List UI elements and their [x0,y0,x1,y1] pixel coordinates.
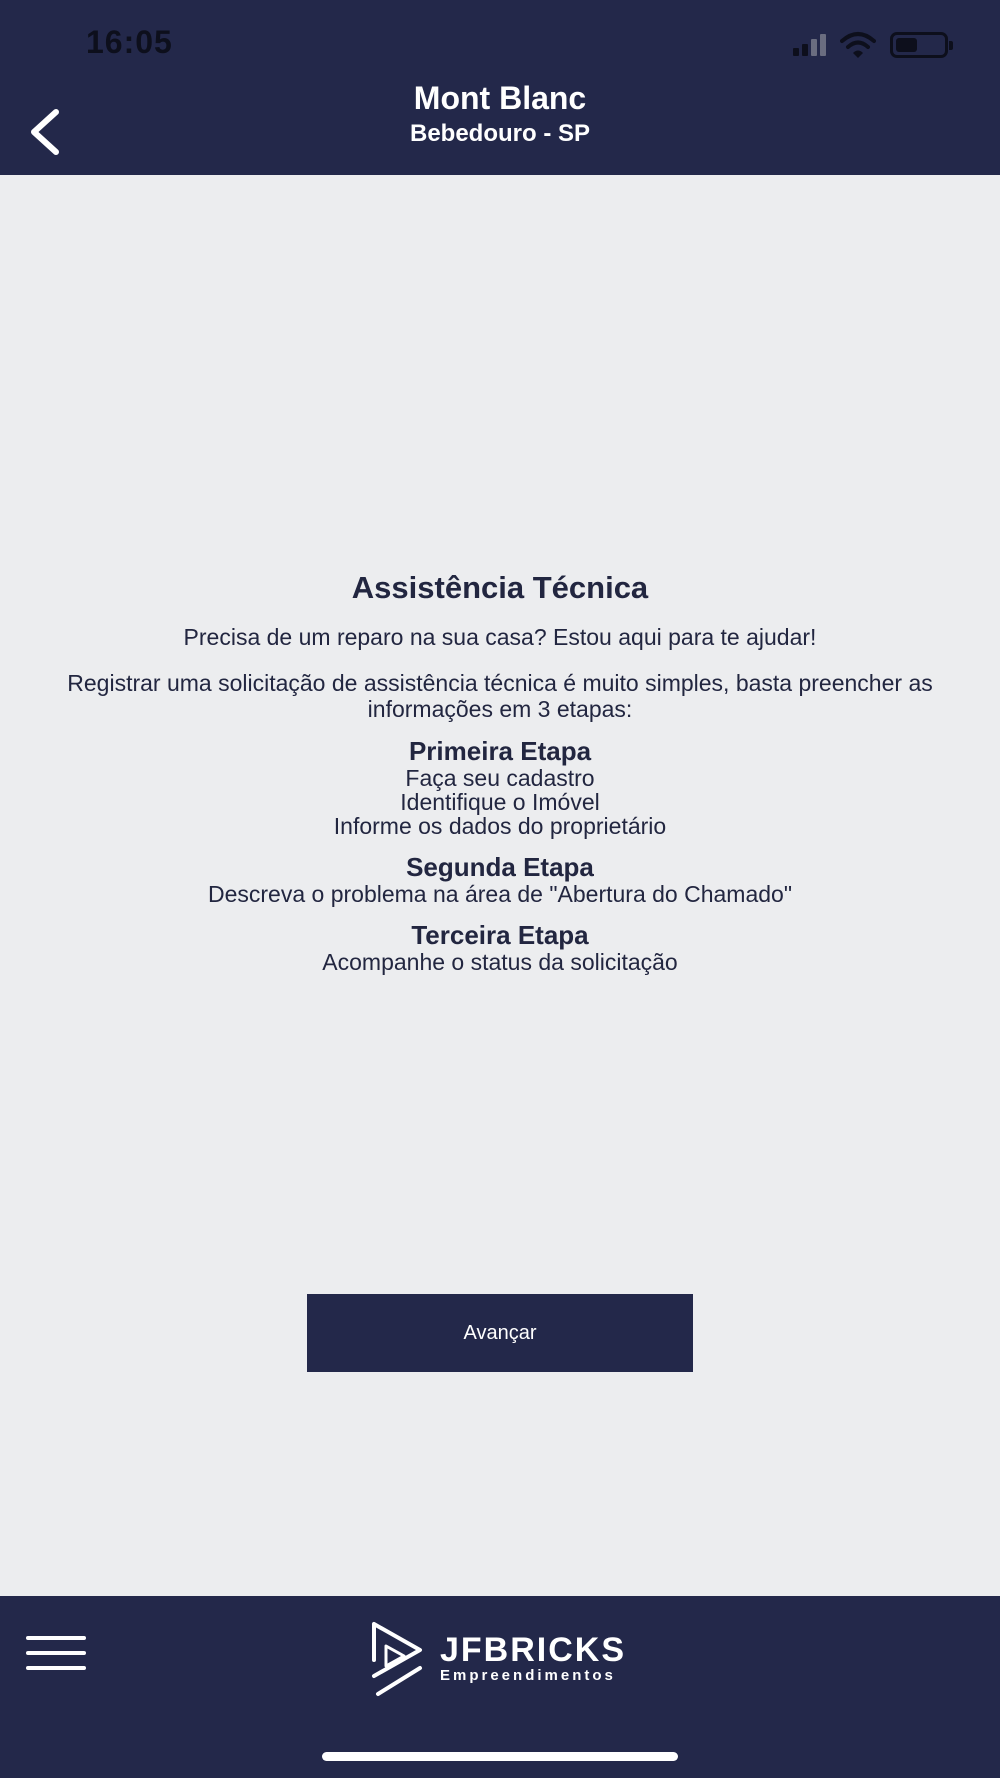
status-icons [793,30,948,60]
page-title: Assistência Técnica [351,570,649,605]
logo-name: JFBRICKS [440,1631,627,1669]
header-title: Mont Blanc [413,80,587,116]
step-title: Terceira Etapa [411,920,589,950]
advance-button[interactable]: Avançar [307,1294,693,1372]
step-line: Acompanhe o status da solicitação [322,949,678,975]
wifi-icon [840,31,876,59]
step-title: Segunda Etapa [406,852,594,882]
step-line: Identifique o Imóvel [400,789,600,815]
step-title: Primeira Etapa [408,736,592,766]
status-time: 16:05 [86,24,173,60]
home-indicator [322,1752,678,1761]
description-text: Registrar uma solicitação de assistência técnica é muito simples, basta preencher as informações em 3 etapas: [67,670,933,722]
cellular-signal-icon [793,34,826,56]
battery-icon [890,32,948,58]
step-line: Faça seu cadastro [405,765,595,791]
step-2 [40,852,960,906]
header-subtitle: Bebedouro - SP [409,120,590,147]
step-3 [40,920,960,974]
bottom-navigation-bar [0,1596,1000,1778]
intro-text: Precisa de um reparo na sua casa? Estou aqui para te ajudar! [183,624,817,650]
header [0,0,1000,175]
step-line: Descreva o problema na área de "Abertura do Chamado" [208,881,792,907]
main-content [40,566,960,988]
step-line: Informe os dados do proprietário [333,813,667,839]
hamburger-menu-icon[interactable] [26,1636,86,1680]
logo-tagline: Empreendimentos [440,1667,616,1684]
jfbricks-logo [368,1614,626,1704]
step-1 [40,736,960,838]
logo-play-icon [368,1620,428,1698]
